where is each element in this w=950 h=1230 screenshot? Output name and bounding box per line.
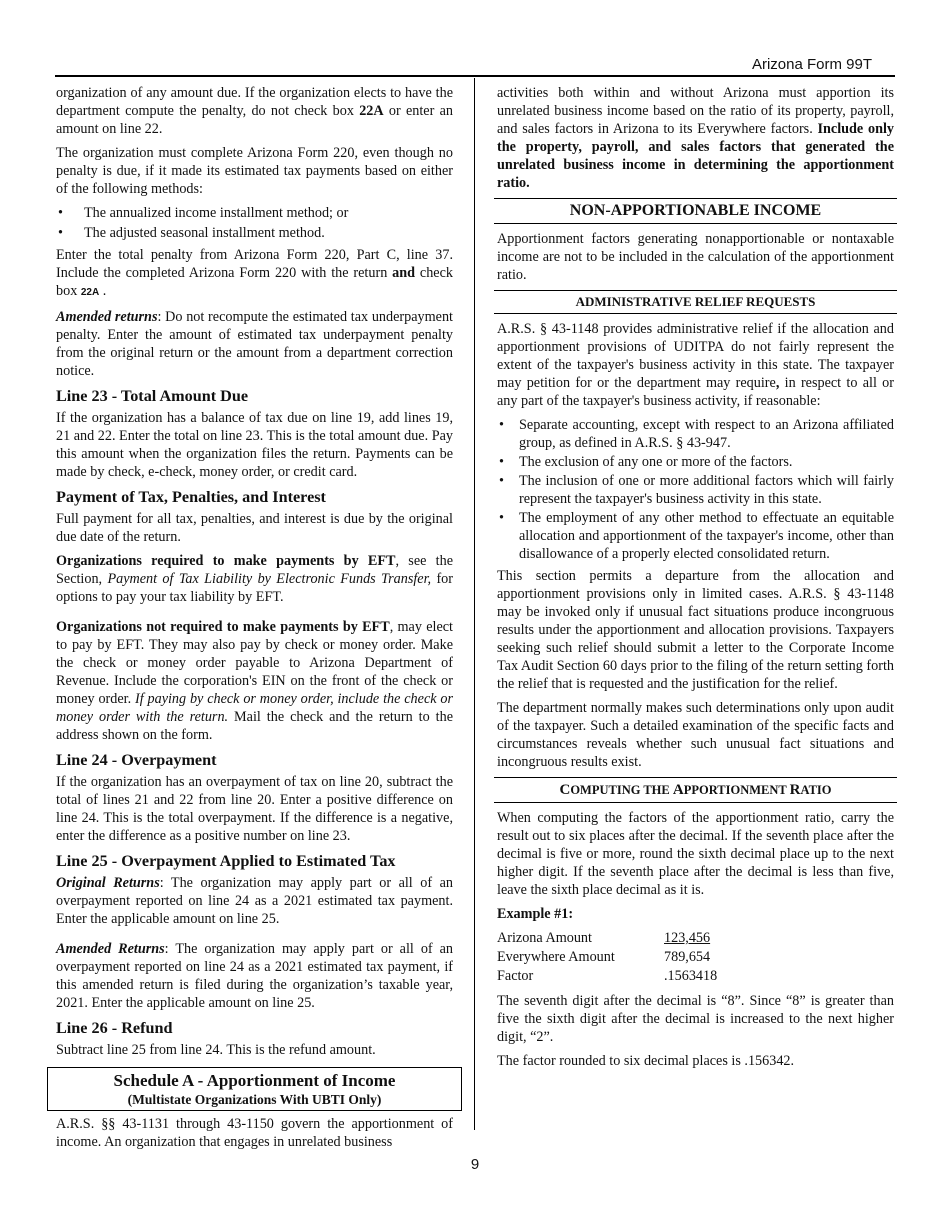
column-divider	[474, 78, 475, 1130]
heading-administrative-relief: ADMINISTRATIVE RELIEF REQUESTS	[494, 290, 897, 314]
eft-required-paragraph: Organizations required to make payments by EFT, see the Section, Payment of Tax Liability by Electronic Funds Transfer, for options to pay your tax liability by EFT.	[56, 553, 454, 605]
heading-line-24: Line 24 - Overpayment	[56, 751, 217, 769]
factor-rounded-paragraph: The factor rounded to six decimal places is .156342.	[497, 1053, 795, 1069]
example-label-cell: Everywhere Amount	[497, 949, 615, 965]
example-table	[497, 929, 717, 986]
example-value-cell: .1563418	[664, 968, 718, 984]
right-column	[497, 84, 894, 1076]
heading-line-23: Line 23 - Total Amount Due	[56, 387, 249, 405]
schedule-a-subtitle: (Multistate Organizations With UBTI Only)	[127, 1092, 382, 1107]
table-row	[497, 929, 717, 948]
list-item: • The adjusted seasonal installment method.	[56, 224, 453, 242]
table-row	[497, 948, 717, 967]
line-24-paragraph: If the organization has an overpayment of tax on line 20, subtract the total of lines 21 and 22 from line 20. Enter a positive difference on line 24. This is the total overpayment. If the difference is a negative, enter the difference as a positive number on line 23.	[56, 774, 453, 844]
non-apportionable-paragraph: Apportionment factors generating nonapportionable or nontaxable income are not to be included in the calculation of the apportionment ratio.	[497, 231, 894, 283]
left-column	[56, 84, 453, 1157]
schedule-a-title-box	[47, 1067, 462, 1111]
seventh-digit-paragraph: The seventh digit after the decimal is “8”. Since “8” is greater than five the sixth digit after the decimal is increased to the next higher digit, “2”.	[497, 993, 894, 1045]
heading-line-25: Line 25 - Overpayment Applied to Estimated Tax	[56, 852, 396, 870]
administrative-relief-paragraph: A.R.S. § 43-1148 provides administrative relief if the allocation and apportionment provisions of UDITPA do not fairly represent the extent of the taxpayer's business activity in this state. The taxpayer may petition for or the department may require, in respect to all or any part of the taxpayer's business activity, if reasonable:	[497, 321, 894, 409]
line-23-paragraph: If the organization has a balance of tax due on line 19, add lines 19, 21 and 22. Enter the total on line 23. This is the total amount due. Pay this amount when the organization files the return. Payments can be made by check, e-check, money order, or credit card.	[56, 410, 453, 480]
amended-returns-paragraph: Amended returns: Do not recompute the estimated tax underpayment penalty. Enter the amount of estimated tax underpayment penalty from the original return or the amount from a department correction notice.	[56, 309, 453, 379]
heading-payment: Payment of Tax, Penalties, and Interest	[56, 488, 326, 506]
table-row	[497, 967, 717, 986]
eft-not-required-paragraph: Organizations not required to make payments by EFT, may elect to pay by EFT. They may also pay by check or money order. Make the check or money order payable to Arizona Department of Revenue. Include the corporation's EIN on the front of the check or money order. If paying by check or money order, include the check or money order with the return. Mail the check and the return to the address shown on the form.	[56, 619, 453, 743]
example-label: Example #1:	[497, 906, 574, 922]
schedule-a-title: Schedule A - Apportionment of Income	[113, 1071, 396, 1090]
list-item: • The annualized income installment method; or	[56, 204, 453, 222]
heading-line-26: Line 26 - Refund	[56, 1019, 173, 1037]
example-value-cell: 789,654	[664, 949, 711, 965]
page-number: 9	[470, 1156, 480, 1173]
list-item: • The inclusion of one or more additional factors which will fairly represent the taxpayer's business activity in this state.	[497, 472, 894, 508]
amended-returns-line25-paragraph: Amended Returns: The organization may apply part or all of an overpayment reported on line 24 as a 2021 estimated tax payment, if this amended return is filed during the organization’s taxable year, 2021. Enter the applicable amount on line 25.	[56, 941, 453, 1011]
header-rule	[55, 75, 895, 77]
list-item: • Separate accounting, except with respect to an Arizona affiliated group, as defined in A.R.S. § 43-947.	[497, 416, 894, 452]
heading-computing-ratio: COMPUTING THE APPORTIONMENT RATIO	[494, 777, 897, 803]
payment-paragraph: Full payment for all tax, penalties, and interest is due by the original due date of the return.	[56, 511, 453, 545]
list-item: • The exclusion of any one or more of the factors.	[497, 453, 894, 471]
computing-paragraph: When computing the factors of the apportionment ratio, carry the result out to six places after the decimal. If the seventh place after the decimal is five or more, round the sixth decimal place up to the next higher digit. If the seventh place after the decimal is less than five, leave the sixth place decimal as it is.	[497, 810, 894, 898]
heading-non-apportionable: NON-APPORTIONABLE INCOME	[494, 198, 897, 224]
example-label-cell: Arizona Amount	[497, 930, 592, 946]
penalty-continuation: organization of any amount due. If the organization elects to have the department compute the penalty, do not check box 22A or enter an amount on line 22.	[56, 85, 453, 137]
schedule-a-paragraph: A.R.S. §§ 43-1131 through 43-1150 govern the apportionment of income. An organization that engages in unrelated business	[56, 1116, 453, 1150]
enter-penalty-paragraph: Enter the total penalty from Arizona Form 220, Part C, line 37. Include the completed Arizona Form 220 with the return and check box 22A .	[56, 247, 453, 299]
department-determinations-paragraph: The department normally makes such determinations only upon audit of the taxpayer. Such a detailed examination of the specific facts and circumstances reveals whether such unusual fact situations and incongruous results exist.	[497, 700, 894, 770]
method-list	[56, 204, 453, 242]
form-220-paragraph: The organization must complete Arizona Form 220, even though no penalty is due, if it made its estimated tax payments based on either of the following methods:	[56, 145, 453, 197]
list-item: • The employment of any other method to effectuate an equitable allocation and apportionment of the taxpayer's income, other than disallowance of a properly elected consolidated return.	[497, 509, 894, 563]
section-permits-paragraph: This section permits a departure from the allocation and apportionment provisions only in limited cases. A.R.S. § 43-1148 may be invoked only if unusual fact situations produce incongruous results under the apportionment and allocation provisions. Taxpayers seeking such relief should submit a letter to the Corporate Income Tax Audit Section 60 days prior to the filing of the return setting forth the relief that is requested and the justification for the relief.	[497, 568, 894, 692]
apportion-continuation: activities both within and without Arizona must apportion its unrelated business income based on the ratio of its property, payroll, and sales factors in Arizona to its Everywhere factors. Include only the property, payroll, and sales factors that generated the unrelated business income in determining the apportionment ratio.	[497, 85, 894, 191]
example-label-cell: Factor	[497, 968, 534, 984]
form-name-header: Arizona Form 99T	[751, 56, 872, 73]
line-26-paragraph: Subtract line 25 from line 24. This is the refund amount.	[56, 1042, 376, 1058]
example-value-cell: 123,456	[664, 930, 711, 946]
original-returns-paragraph: Original Returns: The organization may apply part or all of an overpayment reported on line 24 as a 2021 estimated tax payment. Enter the applicable amount on line 25.	[56, 875, 453, 927]
relief-list	[497, 416, 894, 563]
